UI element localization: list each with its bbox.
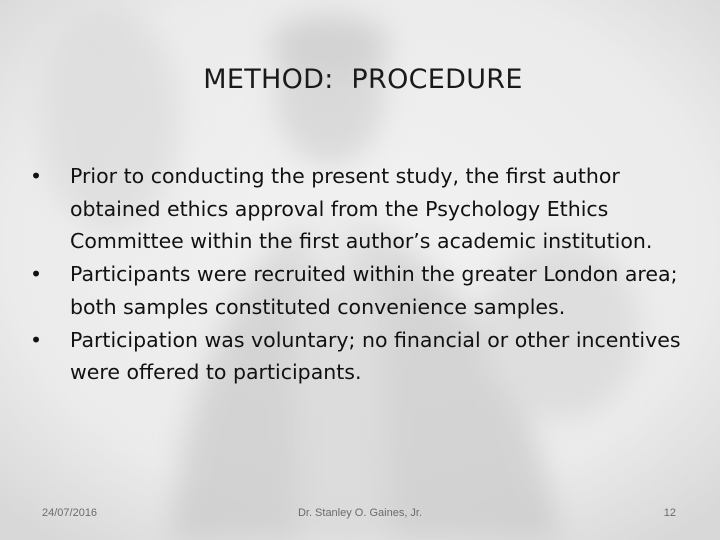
bullet-item xyxy=(30,160,690,258)
bullet-item xyxy=(30,258,690,323)
bullet-text: Prior to conducting the present study, the first author obtained ethics approval from the Psychology Ethics Committee within the first author’s academic institution. xyxy=(70,164,653,254)
footer-date: 24/07/2016 xyxy=(42,507,98,519)
footer-author: Dr. Stanley O. Gaines, Jr. xyxy=(297,507,423,519)
bullet-text: Participants were recruited within the greater London area; both samples constituted convenience samples. xyxy=(70,262,678,319)
bullet-text: Participation was voluntary; no financial or other incentives were offered to participants. xyxy=(70,327,681,385)
bullet-dot-icon: • xyxy=(30,164,43,188)
bullet-dot-icon: • xyxy=(30,327,43,352)
footer-page-number: 12 xyxy=(663,507,676,519)
bullet-item xyxy=(30,324,690,389)
bullet-list xyxy=(30,160,690,389)
bullet-dot-icon: • xyxy=(30,262,43,287)
slide-title: METHOD: PROCEDURE xyxy=(203,64,523,95)
